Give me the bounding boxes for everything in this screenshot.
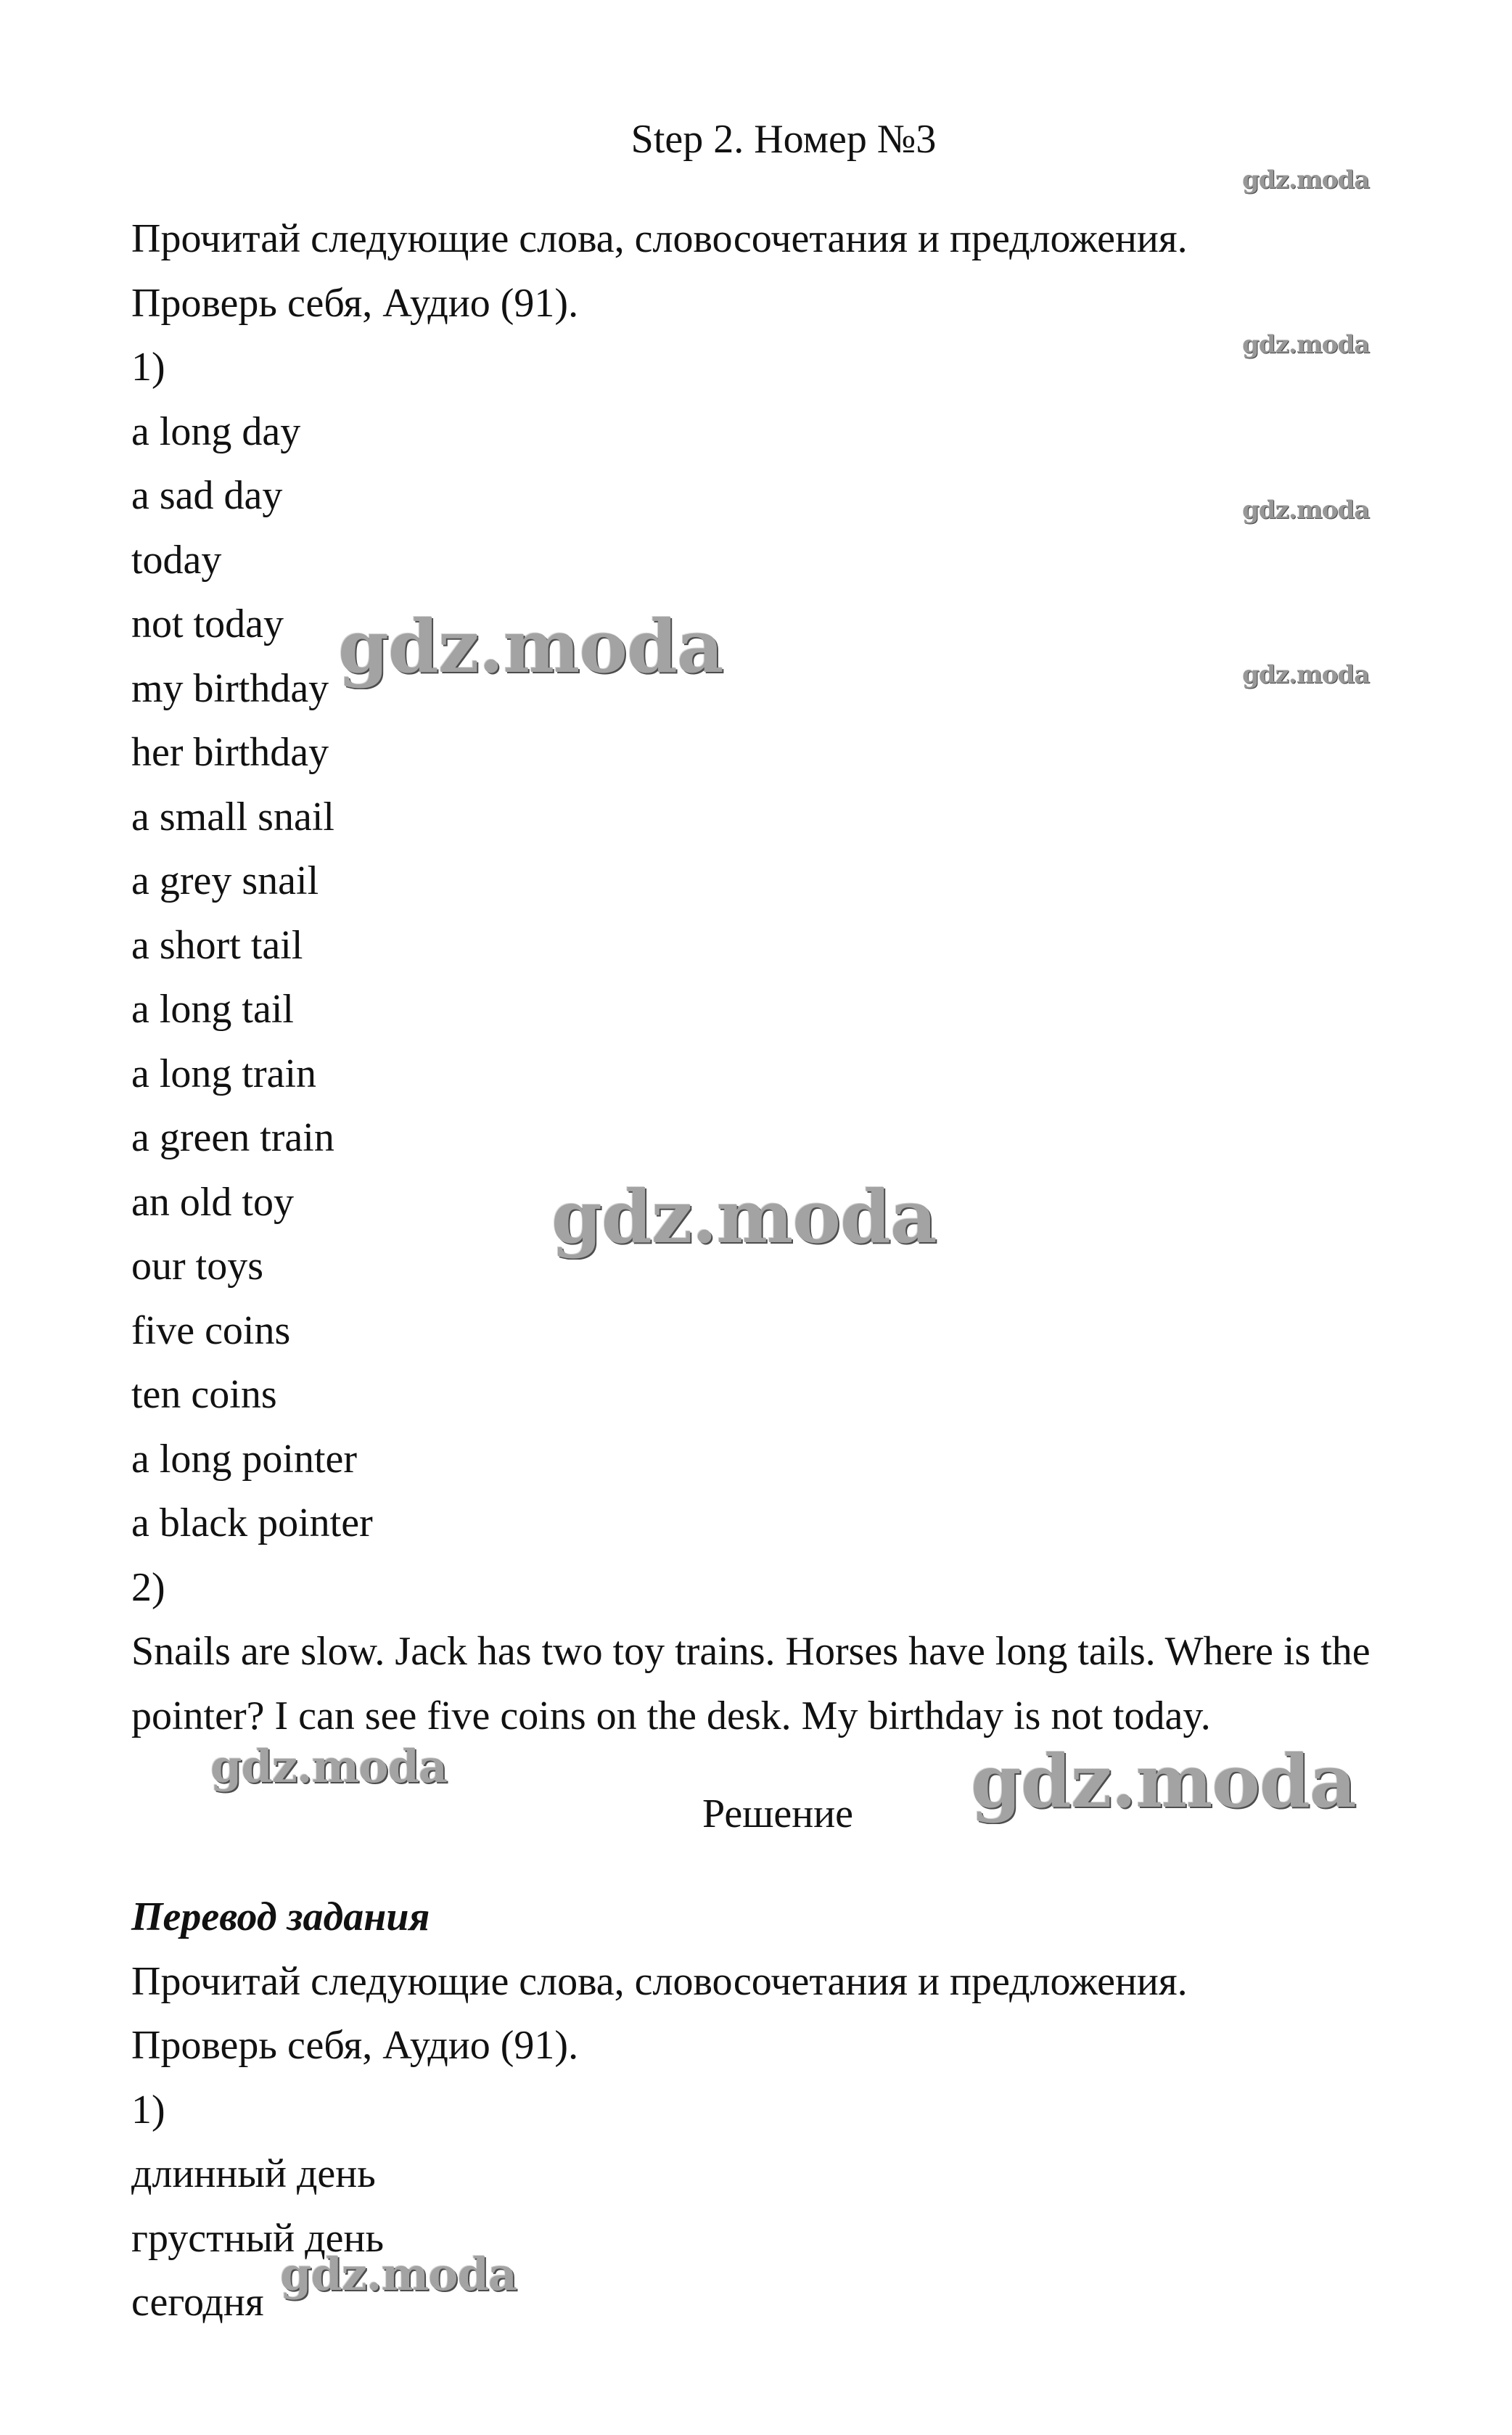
solution-label: Решение — [702, 1791, 854, 1836]
instruction-line: Проверь себя, Аудио (91). — [131, 280, 579, 326]
watermark: gdz.moda — [338, 604, 723, 689]
word-item: грустный день — [131, 2215, 384, 2261]
word-item: a short tail — [131, 922, 303, 968]
word-item: a long day — [131, 408, 301, 454]
watermark: gdz.moda — [551, 1174, 937, 1260]
word-item: her birthday — [131, 730, 329, 775]
sentences-paragraph: Snails are slow. Jack has two toy trains. Horses have long tails. Where is the pointer? I can see five coins on the desk. My birthday is not today. — [131, 1629, 1371, 1738]
word-item: a green train — [131, 1115, 334, 1160]
word-item: not today — [131, 601, 284, 646]
word-item: a long train — [131, 1051, 317, 1096]
word-item: сегодня — [131, 2280, 264, 2325]
watermark: gdz.moda — [1242, 496, 1370, 525]
word-item: a small snail — [131, 794, 334, 839]
word-item: ten coins — [131, 1372, 277, 1417]
watermark: gdz.moda — [1242, 660, 1370, 689]
word-item: a long pointer — [131, 1436, 358, 1482]
translation-heading: Перевод задания — [131, 1894, 430, 1939]
word-item: a sad day — [131, 473, 283, 518]
watermark: gdz.moda — [210, 1740, 447, 1793]
word-item: a long tail — [131, 987, 294, 1032]
word-item: five coins — [131, 1307, 291, 1353]
instruction-line: Проверь себя, Аудио (91). — [131, 2023, 579, 2068]
watermark: gdz.moda — [971, 1738, 1356, 1824]
part-label: 2) — [131, 1564, 165, 1610]
part-label: 1) — [131, 2087, 165, 2132]
task-content — [131, 207, 1423, 1748]
word-item: a grey snail — [131, 858, 319, 903]
word-item: an old toy — [131, 1179, 294, 1225]
watermark: gdz.moda — [1242, 330, 1370, 359]
page-title: Step 2. Номер №3 — [630, 117, 937, 162]
instruction-line: Прочитай следующие слова, словосочетания и предложения. — [131, 1958, 1188, 2004]
word-item: длинный день — [131, 2151, 376, 2196]
word-item: our toys — [131, 1244, 263, 1289]
part-label: 1) — [131, 345, 165, 390]
watermark: gdz.moda — [1242, 165, 1370, 194]
word-item: my birthday — [131, 665, 329, 711]
watermark: gdz.moda — [280, 2248, 517, 2301]
word-item: a black pointer — [131, 1500, 373, 1545]
instruction-line: Прочитай следующие слова, словосочетания и предложения. — [131, 216, 1188, 261]
word-item: today — [131, 537, 222, 583]
